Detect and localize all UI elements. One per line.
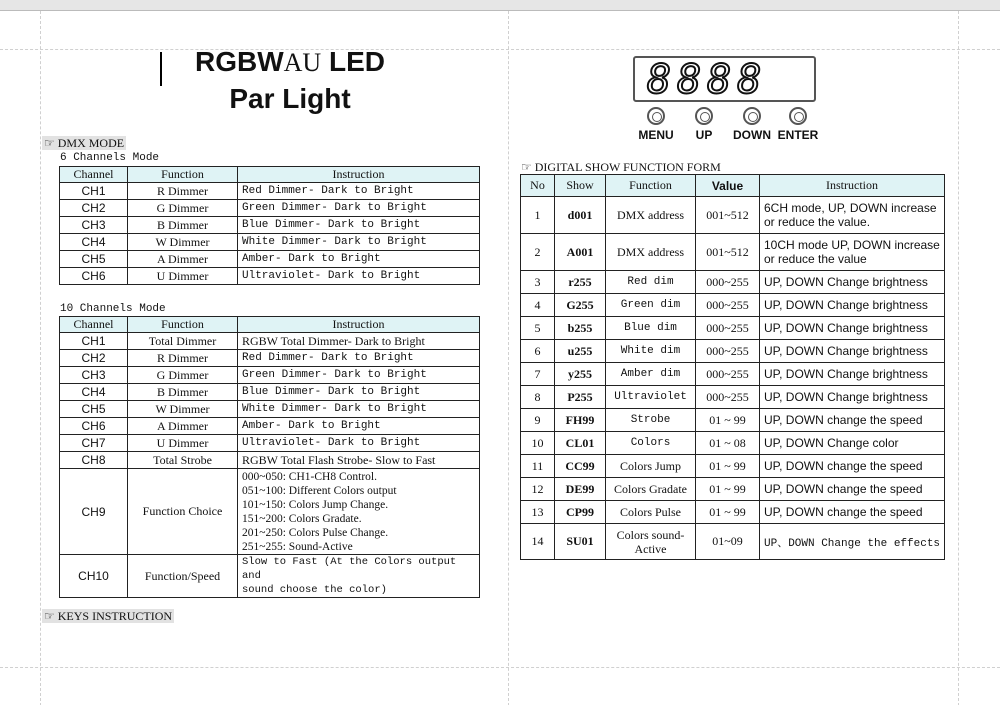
table-row: [521, 432, 945, 455]
margin-guide-top: [0, 49, 1000, 50]
no-cell: 10: [521, 432, 555, 455]
ch10-line: sound choose the color): [242, 584, 387, 596]
function-cell: Colors Pulse: [606, 501, 696, 524]
value-cell: 01 ~ 99: [696, 478, 760, 501]
six-channel-mode-label: 6 Channels Mode: [60, 152, 160, 164]
no-cell: 4: [521, 294, 555, 317]
function-cell: G Dimmer: [128, 367, 238, 384]
no-cell: 13: [521, 501, 555, 524]
channel-cell: CH7: [60, 435, 128, 452]
instruction-cell: UP, DOWN Change brightness: [760, 340, 945, 363]
instruction-cell: UP, DOWN change the speed: [760, 455, 945, 478]
function-cell: Green dim: [606, 294, 696, 317]
no-cell: 12: [521, 478, 555, 501]
value-cell: 000~255: [696, 386, 760, 409]
table-row: [521, 340, 945, 363]
function-cell: Blue dim: [606, 317, 696, 340]
menu-button-label: MENU: [638, 128, 674, 142]
ch9-range-line: 101~150: Colors Jump Change.: [242, 498, 389, 511]
margin-guide-left: [40, 11, 41, 705]
channel-cell: CH2: [60, 350, 128, 367]
function-cell: U Dimmer: [128, 435, 238, 452]
enter-button-label: ENTER: [777, 128, 819, 142]
value-cell: 01 ~ 08: [696, 432, 760, 455]
table-row: [60, 268, 480, 285]
header-channel: Channel: [60, 317, 128, 333]
table-row: [60, 418, 480, 435]
digital-show-table: [520, 174, 945, 560]
table-row: [60, 251, 480, 268]
function-cell: DMX address: [606, 197, 696, 234]
function-cell: Colors sound-Active: [606, 524, 696, 560]
function-cell: Total Strobe: [128, 452, 238, 469]
header-value: Value: [696, 175, 760, 197]
function-cell: Total Dimmer: [128, 333, 238, 350]
instruction-cell: RGBW Total Dimmer- Dark to Bright: [238, 333, 480, 350]
table-row: [521, 455, 945, 478]
function-cell: Strobe: [606, 409, 696, 432]
value-cell: 01 ~ 99: [696, 409, 760, 432]
no-cell: 2: [521, 234, 555, 271]
header-instruction: Instruction: [238, 317, 480, 333]
ch9-range-line: 151~200: Colors Gradate.: [242, 512, 362, 525]
channel-cell: CH4: [60, 384, 128, 401]
channel-cell: CH1: [60, 333, 128, 350]
six-channel-table: [59, 166, 480, 285]
table-row: [60, 435, 480, 452]
value-cell: 000~255: [696, 317, 760, 340]
function-cell: R Dimmer: [128, 183, 238, 200]
instruction-cell: UP、DOWN Change the effects: [760, 524, 945, 560]
instruction-cell: 6CH mode, UP, DOWN increase or reduce the value.: [760, 197, 945, 234]
function-cell: Function/Speed: [128, 555, 238, 598]
show-code-cell: P255: [555, 386, 606, 409]
value-cell: 01 ~ 99: [696, 455, 760, 478]
value-cell: 000~255: [696, 363, 760, 386]
ten-channel-mode-label: 10 Channels Mode: [60, 303, 166, 315]
table-row: [60, 234, 480, 251]
function-cell: Ultraviolet: [606, 386, 696, 409]
function-cell: Colors: [606, 432, 696, 455]
header-show: Show: [555, 175, 606, 197]
no-cell: 14: [521, 524, 555, 560]
channel-cell: CH6: [60, 268, 128, 285]
table-row: [60, 401, 480, 418]
table-row: [521, 363, 945, 386]
table-row: [521, 197, 945, 234]
instruction-cell: UP, DOWN Change brightness: [760, 363, 945, 386]
table-row: [60, 384, 480, 401]
value-cell: 001~512: [696, 234, 760, 271]
function-cell: Red dim: [606, 271, 696, 294]
channel-cell: CH10: [60, 555, 128, 598]
ch10-line: Slow to Fast (At the Colors output and: [242, 556, 457, 582]
channel-cell: CH2: [60, 200, 128, 217]
show-code-cell: A001: [555, 234, 606, 271]
no-cell: 7: [521, 363, 555, 386]
instruction-cell: UP, DOWN Change brightness: [760, 386, 945, 409]
function-cell: W Dimmer: [128, 234, 238, 251]
table-row: [521, 234, 945, 271]
down-button-icon: [743, 107, 761, 125]
header-no: No: [521, 175, 555, 197]
show-code-cell: y255: [555, 363, 606, 386]
ch9-range-line: 251~255: Sound-Active: [242, 540, 353, 553]
channel-cell: CH4: [60, 234, 128, 251]
instruction-cell: Green Dimmer- Dark to Bright: [238, 200, 480, 217]
table-row: [60, 217, 480, 234]
title-part-au: AU: [283, 48, 322, 77]
function-cell: A Dimmer: [128, 418, 238, 435]
value-cell: 000~255: [696, 271, 760, 294]
function-cell: R Dimmer: [128, 350, 238, 367]
table-row: [521, 409, 945, 432]
show-code-cell: FH99: [555, 409, 606, 432]
instruction-cell: UP, DOWN Change brightness: [760, 317, 945, 340]
show-code-cell: CP99: [555, 501, 606, 524]
instruction-cell: Red Dimmer- Dark to Bright: [238, 350, 480, 367]
table-row: [60, 367, 480, 384]
channel-cell: CH5: [60, 401, 128, 418]
header-instruction: Instruction: [760, 175, 945, 197]
instruction-cell: UP, DOWN change the speed: [760, 478, 945, 501]
instruction-cell: Blue Dimmer- Dark to Bright: [238, 384, 480, 401]
show-code-cell: G255: [555, 294, 606, 317]
display-digits: 8888: [647, 57, 768, 103]
function-cell: G Dimmer: [128, 200, 238, 217]
instruction-cell: Green Dimmer- Dark to Bright: [238, 367, 480, 384]
table-row: [521, 386, 945, 409]
table-row: [521, 478, 945, 501]
value-cell: 000~255: [696, 340, 760, 363]
no-cell: 11: [521, 455, 555, 478]
no-cell: 5: [521, 317, 555, 340]
enter-button[interactable]: [768, 107, 828, 142]
document-title: [160, 44, 420, 117]
menu-button-icon: [647, 107, 665, 125]
ch9-range-line: 051~100: Different Colors output: [242, 484, 397, 497]
function-cell: B Dimmer: [128, 217, 238, 234]
channel-cell: CH8: [60, 452, 128, 469]
instruction-cell: White Dimmer- Dark to Bright: [238, 234, 480, 251]
channel-cell: CH3: [60, 217, 128, 234]
instruction-cell: [238, 555, 480, 598]
table-row: [521, 501, 945, 524]
function-cell: Colors Gradate: [606, 478, 696, 501]
channel-cell: CH9: [60, 469, 128, 555]
value-cell: 01~09: [696, 524, 760, 560]
instruction-cell: Ultraviolet- Dark to Bright: [238, 268, 480, 285]
show-code-cell: r255: [555, 271, 606, 294]
show-code-cell: u255: [555, 340, 606, 363]
instruction-cell: UP, DOWN change the speed: [760, 409, 945, 432]
table-row: [60, 350, 480, 367]
instruction-cell: UP, DOWN Change brightness: [760, 271, 945, 294]
header-channel: Channel: [60, 167, 128, 183]
no-cell: 9: [521, 409, 555, 432]
function-cell: U Dimmer: [128, 268, 238, 285]
ch9-range-line: 201~250: Colors Pulse Change.: [242, 526, 389, 539]
down-button-label: DOWN: [733, 128, 771, 142]
ten-channel-table: [59, 316, 480, 598]
function-cell: Function Choice: [128, 469, 238, 555]
title-part-rgbw: RGBW: [195, 46, 284, 77]
dmx-mode-heading: ☞ DMX MODE: [44, 136, 125, 150]
margin-guide-right: [958, 11, 959, 705]
column-guide: [508, 11, 509, 705]
digital-show-heading: ☞ DIGITAL SHOW FUNCTION FORM: [521, 160, 721, 174]
instruction-cell: White Dimmer- Dark to Bright: [238, 401, 480, 418]
header-function: Function: [128, 167, 238, 183]
function-cell: Amber dim: [606, 363, 696, 386]
show-code-cell: DE99: [555, 478, 606, 501]
ch9-range-line: 000~050: CH1-CH8 Control.: [242, 470, 377, 483]
keys-instruction-heading: ☞ KEYS INSTRUCTION: [44, 609, 173, 623]
instruction-cell: UP, DOWN Change color: [760, 432, 945, 455]
instruction-cell: RGBW Total Flash Strobe- Slow to Fast: [238, 452, 480, 469]
title-part-led: LED: [321, 46, 385, 77]
table-row: [60, 200, 480, 217]
instruction-cell: Ultraviolet- Dark to Bright: [238, 435, 480, 452]
function-cell: W Dimmer: [128, 401, 238, 418]
header-instruction: Instruction: [238, 167, 480, 183]
value-cell: 01 ~ 99: [696, 501, 760, 524]
show-code-cell: d001: [555, 197, 606, 234]
header-function: Function: [606, 175, 696, 197]
margin-guide-bottom: [0, 667, 1000, 668]
channel-cell: CH1: [60, 183, 128, 200]
instruction-cell: 10CH mode UP, DOWN increase or reduce the value: [760, 234, 945, 271]
channel-cell: CH3: [60, 367, 128, 384]
up-button-icon: [695, 107, 713, 125]
table-row-ch10: [60, 555, 480, 598]
value-cell: 001~512: [696, 197, 760, 234]
table-row: [60, 183, 480, 200]
enter-button-icon: [789, 107, 807, 125]
instruction-cell: Amber- Dark to Bright: [238, 251, 480, 268]
title-line2: Par Light: [229, 83, 351, 114]
table-row: [60, 452, 480, 469]
instruction-cell: UP, DOWN Change brightness: [760, 294, 945, 317]
no-cell: 3: [521, 271, 555, 294]
show-code-cell: b255: [555, 317, 606, 340]
function-cell: White dim: [606, 340, 696, 363]
instruction-cell: Amber- Dark to Bright: [238, 418, 480, 435]
instruction-cell: Blue Dimmer- Dark to Bright: [238, 217, 480, 234]
function-cell: A Dimmer: [128, 251, 238, 268]
table-row: [521, 317, 945, 340]
table-row: [60, 333, 480, 350]
no-cell: 1: [521, 197, 555, 234]
channel-cell: CH6: [60, 418, 128, 435]
function-cell: Colors Jump: [606, 455, 696, 478]
instruction-cell: [238, 469, 480, 555]
function-cell: DMX address: [606, 234, 696, 271]
table-row-ch9: [60, 469, 480, 555]
header-function: Function: [128, 317, 238, 333]
table-row: [521, 294, 945, 317]
instruction-cell: Red Dimmer- Dark to Bright: [238, 183, 480, 200]
channel-cell: CH5: [60, 251, 128, 268]
led-display: [633, 56, 816, 102]
function-cell: B Dimmer: [128, 384, 238, 401]
show-code-cell: CL01: [555, 432, 606, 455]
show-code-cell: CC99: [555, 455, 606, 478]
table-row: [521, 271, 945, 294]
table-row: [521, 524, 945, 560]
show-code-cell: SU01: [555, 524, 606, 560]
value-cell: 000~255: [696, 294, 760, 317]
instruction-cell: UP, DOWN change the speed: [760, 501, 945, 524]
no-cell: 8: [521, 386, 555, 409]
up-button-label: UP: [695, 128, 713, 142]
no-cell: 6: [521, 340, 555, 363]
